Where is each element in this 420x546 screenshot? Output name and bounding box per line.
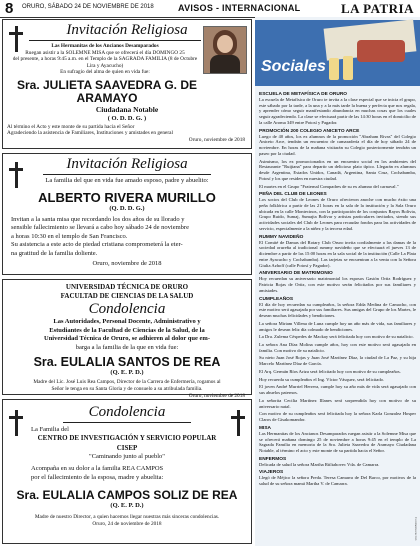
divider [29, 40, 201, 41]
notice-footer: Señor le tenga en su Santa Gloria y de consuelo a su atribulada familia. [51, 385, 203, 392]
notice-body: Estudiantes de la Facultad de Ciencias de la Salud, de la [49, 326, 205, 334]
cross-icon [9, 162, 23, 188]
notice-footer: Madre de nuestro Director, a quien hacemos llegar nuestras más sinceras condolencias. [34, 514, 220, 521]
notice-initials: (Q. E. P. D.) [110, 501, 144, 509]
notice-body: a horas 10:30 en el templo de San Francisco. [11, 232, 128, 240]
notice-invitacion-rivera [2, 153, 252, 275]
champagne-glass-icon [329, 58, 339, 80]
institution-acronym: CISEP [116, 443, 138, 452]
social-paragraph: Con motivo de su cumpleaños será felicitada hoy la señora Karla Gonzalez Hosper Claros de Gisakomandor. [259, 411, 416, 423]
notice-initials: ( O. D. D. G. ) [107, 115, 147, 123]
social-paragraph: La señora Miriam Villena de Luna cumple hoy un año más de vida, sus familiares y amigos le desean feliz día colmado de bendiciones. [259, 320, 416, 332]
social-paragraph: Luego de 40 años, los ex alumnos de la promoción "Abraham Rivas" del Colegio Aniceto Arce, tendrán un encuentro de camaradería el día de hoy sábado 24 de noviembre. En horas de la mañana visitarán su Colegio posteriormente tendrán un paseo por la ciudad. [259, 133, 416, 156]
notice-initials: (Q. D. D. G.) [109, 205, 145, 213]
social-paragraph: Las Hermanitas de los Ancianos Desamparados ruegan asistir a la Solemne Misa que se ofrecerá mañana domingo 25 de noviembre a horas 9:45 en el templo de La Sagrada Familia en memoria de la Sra. Julieta Saavedra de Aramayo Ciudadana Notable, al término el acto y este monte de su partida hacia el Señor. [259, 430, 416, 453]
section-title: AVISOS - INTERNACIONAL [178, 3, 301, 13]
institution-name: UNIVERSIDAD TÉCNICA DE ORURO [65, 283, 189, 291]
deceased-name: Sra. EULALIA SANTOS DE REA [33, 354, 221, 369]
notice-footer: Oruro, 24 de noviembre de 2018 [92, 520, 162, 527]
page-number: 8 [5, 0, 14, 17]
notice-footer: Madre del Lic. José Luis Rea Campos, Director de la Carrera de Enfermería, rogamos al [33, 379, 221, 386]
notice-title: Condolencia [88, 404, 166, 420]
notice-initials: (Q. E. P. D.) [110, 368, 144, 376]
notice-lead: La Familia del [31, 426, 69, 433]
social-paragraph: Asimismo, los ex promocionados en un encuentro social en los ambientes del Restaurante "Ruijiana" para departir un delicioso plato típico. Llegarán ex alumnos desde Argentina, Estados Unidos, Canadá, Argentina, Santa Cruz, Cochabamba, Potosí y los que residen en nuestra ciudad. [259, 158, 416, 181]
social-paragraph: Hoy recuerdan su aniversario matrimonial los esposos Gastón Ortiz Rodríguez y Patricia Rojas de Ortiz, con este motivo serán felicitados por sus familiares y amistades. [259, 276, 416, 293]
social-heading: ANIVERSARIO DE MATRIMONIO [259, 271, 333, 277]
notice-footer: Oruro, noviembre de 2018 [188, 136, 245, 143]
notice-body: Universidad Técnica de Oruro, se adhieren al dolor que em- [44, 335, 210, 343]
page-header [0, 0, 420, 18]
date-line: ORURO, SÁBADO 24 DE NOVIEMBRE DE 2018 [22, 4, 154, 10]
notice-line: Ruegan asistir a la SOLEMNE MISA que se ofrecerá el día DOMINGO 25 [25, 49, 185, 56]
social-paragraph: La señora Ana Díaz Molina cumple años, hoy con este motivo será agasajada en familia. Con motivo de su natalicio. [259, 341, 416, 353]
social-paragraph: Llegó de Méjico la señora Preda. Teresa Camarra de Del Barco, por motivos de la salud de su señora mamá Martha V. de Camarra. [259, 475, 416, 487]
notice-condolencia-uto [2, 279, 252, 399]
deceased-name: Sra. EULALIA CAMPOS SOLIZ DE REA [16, 487, 238, 502]
notice-footer: Oruro, noviembre de 2018 [188, 392, 245, 399]
social-heading: ENFERMOS [259, 456, 287, 462]
social-paragraph: El Comité de Damas del Rotary Club Oruro invita cordialmente a las damas de la sociedad orureña al tradicional rummy navideño que se efectuará el jueves 13 de diciembre a partir de las 15:00 horas en la sala social de la institución (Calle La Plata entre Ayacucho y Cochabamba). Las tarjetas se encuentran a la venta con la Señora Giulia Azhoff (calle Potosí y Pagador). [259, 239, 416, 268]
notice-footer: Agradeciendo la asistencia de Familiares, Instituciones y amistades en general [7, 130, 173, 137]
notice-line: del presente, a horas 9:45 a.m. en el Templo de la SAGRADA FAMILIA (8 de Octubre [12, 56, 198, 63]
sociales-banner [255, 20, 420, 86]
notice-subtitle: Las Hermanitas de los Ancianos Desamparados [51, 43, 159, 49]
notice-body: por el fallecimiento de la esposa, madre y abuelita: [31, 473, 164, 481]
divider [63, 422, 191, 423]
banner-word: Sociales [261, 58, 326, 75]
social-text-column [259, 89, 416, 489]
portrait-photo [203, 26, 247, 74]
champagne-glass-icon [343, 56, 353, 80]
institution-faculty: FACULTAD DE CIENCIAS DE LA SALUD [60, 292, 194, 301]
vertical-note: Conmemoración [414, 516, 418, 540]
social-heading: MISA [259, 425, 271, 431]
notice-body: na gratitud de la familia doliente. [11, 249, 98, 257]
social-paragraph: El joven André Murriel Herrera, cumple hoy su año más de vida será agasajado con sus abuelos paternos. [259, 384, 416, 396]
notice-line: Lira y Ayacucho) [86, 62, 124, 69]
notice-tagline: Ciudadana Notable [95, 105, 159, 115]
notice-body: sensible fallecimiento se llevará a cabo hoy sábado 24 de noviembre [11, 224, 189, 232]
social-paragraph: La Dra. Zulema Céspedes de Mackay será felicitada hoy con motivo de su natalicio. [259, 334, 414, 340]
social-paragraph: La señorita Cecilia Martínez Illanes será sorprendida hoy con motivo de su aniversario natal. [259, 397, 416, 409]
institution-motto: "Caminando junto al pueblo" [89, 452, 165, 460]
social-paragraph: Delicada de salud la señora Martha Riiltahovec Vda. de Camarra. [259, 461, 380, 467]
gift-graphic [357, 40, 405, 62]
notice-place: Oruro, noviembre de 2018 [92, 260, 162, 268]
notice-line: En sufragio del alma de quien en vida fue: [60, 69, 150, 76]
notice-title: Invitación Religiosa [66, 22, 188, 38]
social-heading: VIAJEROS [259, 470, 284, 476]
social-heading: PROMOCIÓN 200 COLEGIO ANICETO ARCE [259, 128, 360, 134]
social-paragraph: La escuela de Metafísica de Oruro te invita a la clase especial que se inicia el grupo, este sábado por la tarde, a la una y a la más tarde la buena y perfecta que nos regala, y aprender cómo seguir manifestando abundancia en muchas cosas que los cuales seguir agradeciendo. La clase se efectuará partir de las 14:30 horas en el domicilio de la calle Aroma 349 entre Potosí y Pagador. [259, 97, 417, 125]
newspaper-brand: LA PATRIA [341, 1, 414, 16]
notice-body: Las Autoridades, Personal Docente, Administrativo y [53, 318, 201, 326]
cross-icon [9, 26, 23, 52]
notice-intro: La familia del que en vida fue amado esposo, padre y abuelito: [45, 177, 209, 184]
social-heading: PEÑA DEL CLUB DE LEONES [259, 192, 327, 198]
social-paragraph: El martes en el Grupo "Fraternal Compadres de su ex alumno del carnaval." [259, 183, 399, 189]
notice-footer: Al término el Acto y este monte de su partida hacia el Señor [7, 123, 135, 130]
social-paragraph: Los socios del Club de Leones de Oruro ofrecieron anoche con mucho éxito una peña folklórica a partir de las 21 horas en la sala de la institución y la Sala Oruro ubicada en la calle Montecinos, con la participación de los conjuntos Rayos Bolivia, Grupo Ruido, Sumaj, Sumajta Bolívar y artistas particulares invitados, siendo sus actividades sociales del Club de Leones para recaudar fondos para las actividades de servicio, especialmente a la niñez y la tercera edad. [259, 197, 416, 231]
deceased-name: Sra. JULIETA SAAVEDRA G. DE ARAMAYO [16, 78, 198, 106]
social-paragraph: Su nieto Juan José Rojas y Juan José Martínez Díaz, la ciudad de La Paz, y su hija Marcelo Martínez Díaz de García. [259, 355, 416, 367]
cross-icon [9, 410, 23, 436]
social-heading: RUMMY NAVIDEÑO [259, 234, 304, 240]
notice-invitacion-saavedra [2, 19, 252, 149]
cross-icon [231, 410, 245, 436]
social-column [255, 17, 420, 546]
notice-condolencia-cisep [2, 399, 252, 544]
notice-body: Invitan a la santa misa que recordando los dos años de su llorado y [11, 215, 185, 223]
deceased-name: ALBERTO RIVERA MURILLO [38, 190, 216, 206]
institution-name: CENTRO DE INVESTIGACIÓN Y SERVICIO POPULAR [37, 434, 217, 443]
divider [43, 174, 211, 175]
notice-body: barga a la familia de la que en vida fue: [75, 343, 179, 351]
social-heading: CUMPLEAÑOS [259, 296, 294, 302]
social-paragraph: Hoy recuerda su cumpleaños el Ing. Víctor Vásquez, será felicitado. [259, 376, 385, 382]
notice-title: Invitación Religiosa [66, 156, 188, 172]
notice-title: Condolencia [88, 301, 166, 318]
notice-body: Acompaña en su dolor a la familia REA CAMPOS [31, 465, 164, 473]
social-paragraph: El Arq. Germán Ríos Ariza será felicitado hoy con motivo de su cumpleaños. [259, 368, 401, 374]
social-paragraph: El día de hoy recuerdan su cumpleaños, la señora Edda Medina de Camacho, con este motivo será agasajada por sus familiares. Sus amigas del Grupo de los Martes, le desean muchas felicidades y bendiciones. [259, 301, 416, 319]
notice-body: Su asistencia a este acto de piedad cristiana comprometerá la eter- [11, 241, 183, 249]
social-heading: ESCUELA DE METAFÍSICA DE ORURO [259, 92, 348, 97]
